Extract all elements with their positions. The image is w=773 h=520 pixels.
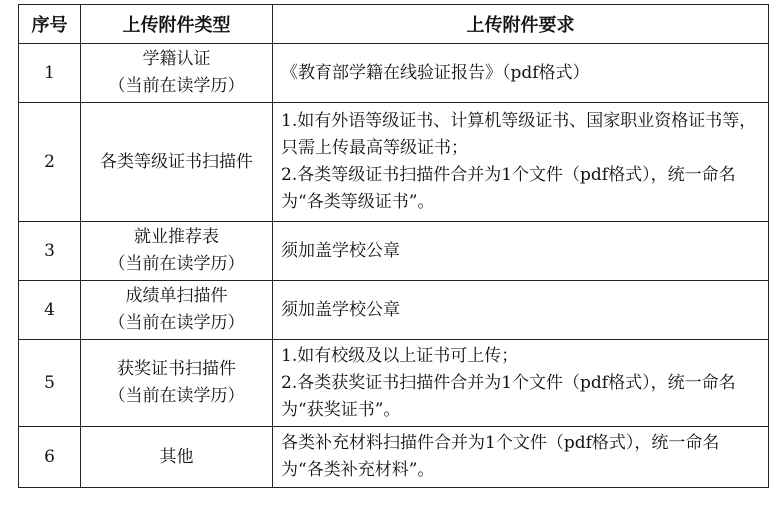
- upload-requirements-table: [18, 4, 769, 488]
- attachment-type: [81, 103, 273, 222]
- attachment-type-line: 学籍认证: [142, 49, 211, 69]
- requirement-text: 须加盖学校公章: [281, 240, 400, 261]
- attachment-requirement: [273, 222, 769, 281]
- attachment-type: [81, 427, 273, 488]
- requirement-text: 2.各类等级证书扫描件合并为1个文件（pdf格式），统一命名为“各类等级证书”。: [281, 165, 736, 212]
- attachment-type-line: 成绩单扫描件: [125, 286, 228, 306]
- row-number: 5: [19, 340, 81, 427]
- requirement-text: 各类补充材料扫描件合并为1个文件（pdf格式），统一命名为“各类补充材料”。: [281, 433, 720, 480]
- attachment-type-line: （当前在读学历）: [108, 254, 245, 274]
- table-row: [19, 427, 769, 488]
- attachment-type-line: 各类等级证书扫描件: [100, 151, 253, 172]
- attachment-requirement: [273, 103, 769, 222]
- row-number: 4: [19, 281, 81, 340]
- requirement-text: 1.如有校级及以上证书可上传；: [281, 345, 519, 366]
- attachment-type: [81, 44, 273, 103]
- attachment-type: [81, 281, 273, 340]
- header-type: 上传附件类型: [81, 5, 273, 44]
- table-row: [19, 222, 769, 281]
- attachment-type-line: 获奖证书扫描件: [117, 359, 236, 379]
- table-row: [19, 340, 769, 427]
- requirement-text: 2.各类获奖证书扫描件合并为1个文件（pdf格式），统一命名为“获奖证书”。: [281, 372, 736, 420]
- attachment-type-line: 就业推荐表: [134, 227, 219, 247]
- requirement-text: 1.如有外语等级证书、计算机等级证书、国家职业资格证书等，只需上传最高等级证书；: [281, 111, 757, 158]
- requirement-text: 须加盖学校公章: [281, 299, 400, 320]
- attachment-type-line: （当前在读学历）: [108, 76, 245, 96]
- attachment-requirement: [273, 44, 769, 103]
- attachment-type-line: 其他: [159, 446, 194, 467]
- header-no: 序号: [19, 5, 81, 44]
- attachment-requirement: [273, 340, 769, 427]
- table-row: [19, 103, 769, 222]
- table-row: [19, 281, 769, 340]
- attachment-type: [81, 222, 273, 281]
- row-number: 6: [19, 427, 81, 488]
- attachment-type-line: （当前在读学历）: [108, 386, 245, 406]
- attachment-requirement: [273, 281, 769, 340]
- table-header-row: [19, 5, 769, 44]
- table-row: [19, 44, 769, 103]
- attachment-type: [81, 340, 273, 427]
- requirement-text: 《教育部学籍在线验证报告》（pdf格式）: [281, 62, 590, 83]
- row-number: 3: [19, 222, 81, 281]
- row-number: 2: [19, 103, 81, 222]
- attachment-type-line: （当前在读学历）: [108, 313, 245, 333]
- attachment-requirement: [273, 427, 769, 488]
- header-requirements: 上传附件要求: [273, 5, 769, 44]
- row-number: 1: [19, 44, 81, 103]
